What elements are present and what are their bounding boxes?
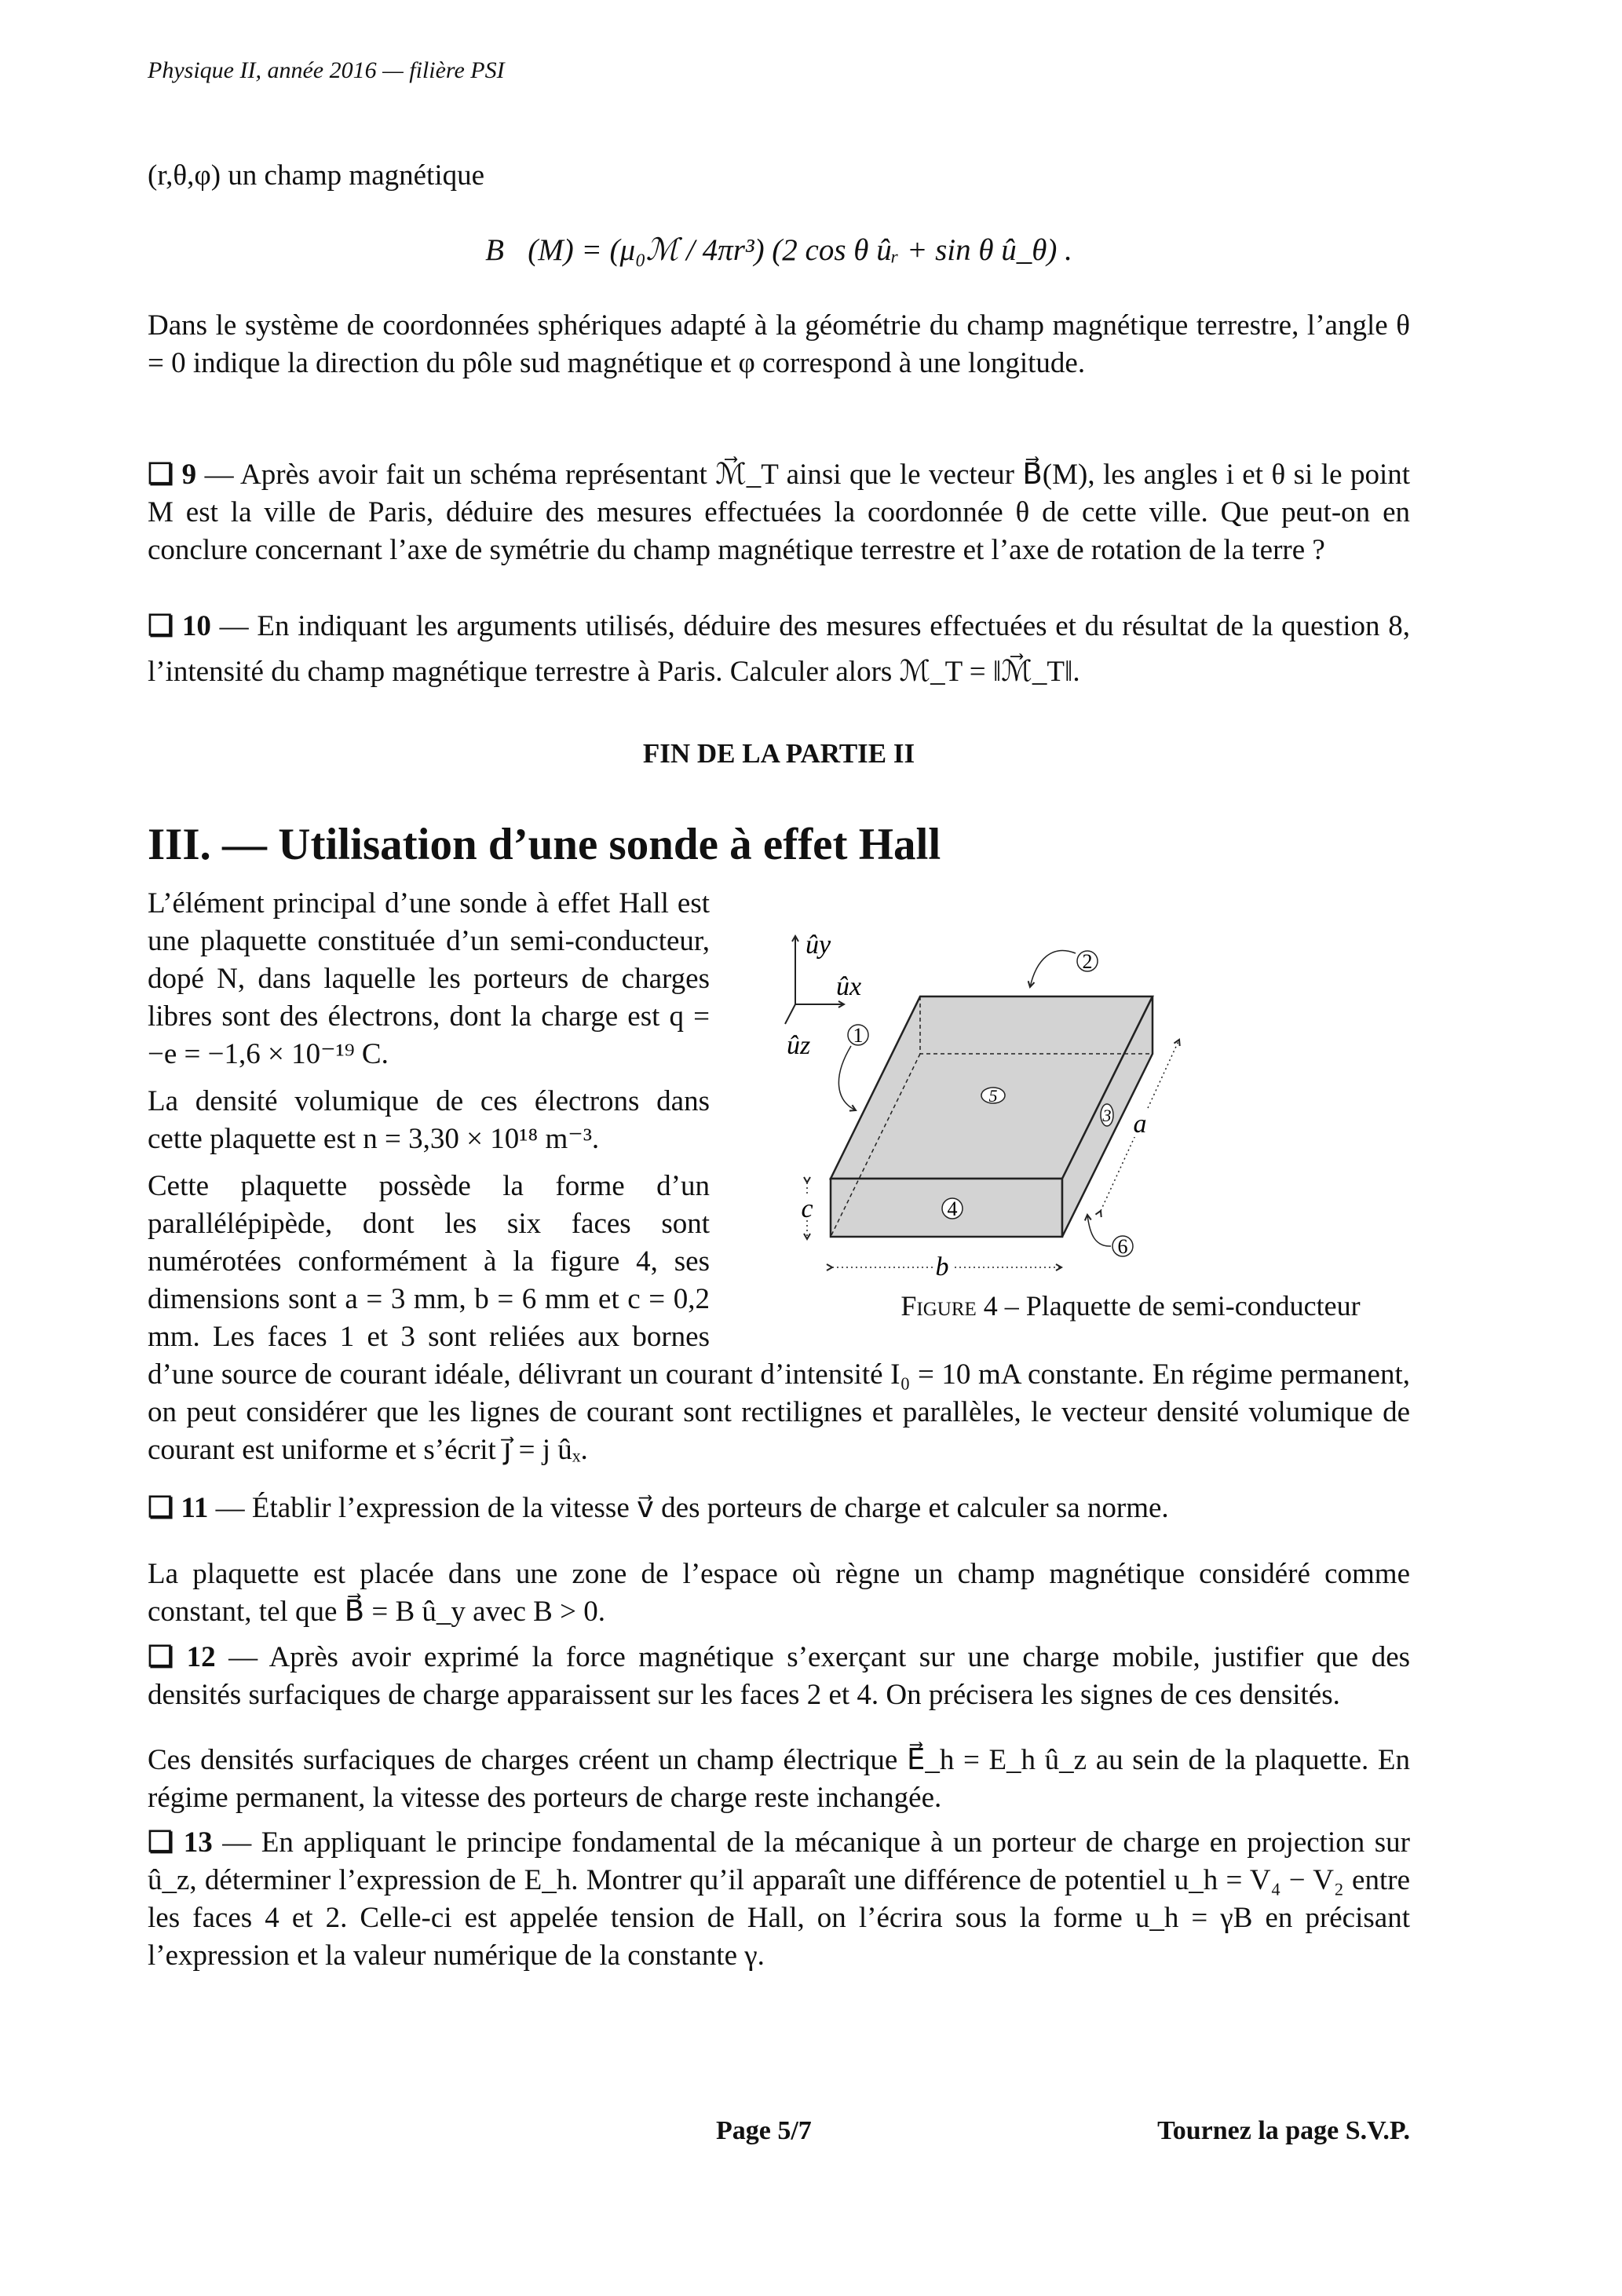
face-label-3 [1101,1104,1113,1126]
figure-caption [785,1287,1476,1325]
question-number: 11 [181,1492,209,1524]
equation-magnetic-field: B⃗(M) = (μ₀ℳ / 4πr³) (2 cos θ ûᵣ + sin θ û_θ) . [485,233,1072,267]
intro-line: (r,θ,φ) un champ magnétique [148,159,485,192]
paragraph-element: L’élément principal d’une sonde à effet Hall est une plaquette constituée d’un semi-conducteur, dopé N, dans laquelle les porteurs de charges libres sont des électrons, dont la charge est q = −e = −1,6 × 10⁻¹⁹ C. [148,887,710,1070]
paragraph-hall-field: Ces densités surfaciques de charges créent un champ électrique E⃗_h = E_h û_z au sein de la plaquette. En régime permanent, la vitesse des porteurs de charge reste inchangée. [148,1744,1410,1814]
question-marker-icon: ❏ [148,1826,174,1859]
face-label-1 [848,1024,868,1047]
question-13 [148,1824,1410,1975]
section-title: III. — Utilisation d’une sonde à effet Hall [148,820,941,869]
page-body [148,157,1410,1975]
page-number: Page 5/7 [716,2116,812,2145]
dimension-a-label: a [1133,1110,1147,1139]
paragraph-current: bornes d’une source de courant idéale, délivrant un courant d’intensité I₀ = 10 mA constante. En régime permanent, on peut considérer que les lignes de courant sont rectilignes et parallèles, le vecteur densité volumique de courant est uniforme et s’écrit j⃗ = j ûₓ. [148,1321,1410,1466]
paragraph-spherical: Dans le système de coordonnées sphériques adapté à la géométrie du champ magnétique terrestre, l’angle θ = 0 indique la direction du pôle sud magnétique et φ correspond à une longitude. [148,309,1410,379]
page-header: Physique II, année 2016 — filière PSI [148,57,505,83]
callout-arrow-2 [1030,951,1076,987]
question-marker-icon: ❏ [148,459,174,491]
face-label-2 [1077,950,1098,973]
question-number: 12 [186,1641,216,1673]
svg-text:5: 5 [988,1086,998,1106]
svg-text:6: 6 [1117,1235,1128,1258]
question-marker-icon: ❏ [148,1641,174,1673]
question-text: — Établir l’expression de la vitesse v⃗ des porteurs de charge et calculer sa norme. [215,1492,1169,1524]
face-label-6 [1112,1235,1133,1258]
question-marker-icon: ❏ [148,1492,174,1524]
figure-caption-label: Figure 4 [901,1290,998,1322]
paragraph-density: La densité volumique de ces électrons dans cette plaquette est n = 3,30 × 10¹⁸ m⁻³. [148,1085,710,1155]
figure-4 [710,885,1410,1356]
ux-label: ûx [836,972,862,1001]
callout-arrow-1 [838,1046,856,1110]
uz-label: ûz [787,1031,811,1060]
question-text: — Après avoir fait un schéma représentant ℳ⃗_T ainsi que le vecteur B⃗(M), les angles i et θ si le point M est la ville de Paris, déduire des mesures effectuées la coordonnée θ de cette ville. Que peut-on en conclure concernant l’axe de symétrie du champ magnétique terrestre et l’axe de rotation de la terre ? [148,459,1411,566]
svg-text:2: 2 [1082,950,1093,973]
end-of-part: FIN DE LA PARTIE II [642,738,915,769]
callout-arrow-6 [1087,1215,1111,1246]
question-11 [148,1490,1410,1527]
dimension-b-label: b [935,1252,949,1281]
svg-text:3: 3 [1102,1106,1112,1125]
question-number: 9 [181,459,197,491]
figure-caption-text: – Plaquette de semi-conducteur [997,1290,1361,1322]
uy-label: ûy [806,930,831,960]
question-number: 13 [183,1826,213,1859]
turn-page-note: Tournez la page S.V.P. [1157,2116,1410,2145]
question-text: — En indiquant les arguments utilisés, déduire des mesures effectuées et du résultat de la question 8, l’intensité du champ magnétique terrestre à Paris. Calculer alors ℳ_T = ‖ℳ⃗_T‖. [148,610,1410,688]
svg-text:4: 4 [947,1197,958,1220]
question-text: — En appliquant le principe fondamental de la mécanique à un porteur de charge en projection sur û_z, déterminer l’expression de E_h. Montrer qu’il apparaît une différence de potentiel u_h = V₄ − V₂ entre les faces 4 et 2. Celle-ci est appelée tension de Hall, on l’écrira sous la forme u_h = γB en précisant l’expression et la valeur numérique de la constante γ. [148,1826,1410,1972]
question-number: 10 [181,610,211,642]
question-12 [148,1639,1410,1714]
paragraph-field: La plaquette est placée dans une zone de l’espace où règne un champ magnétique considéré comme constant, tel que B⃗ = B û_y avec B > 0. [148,1558,1410,1628]
dimension-c-label: c [801,1194,813,1223]
paragraph-shape: Cette plaquette possède la forme d’un parallélépipède, dont les six faces sont numérotées conformément à la figure 4, ses dimensions sont a = 3 mm, b = 6 mm et c = 0,2 mm. Les faces 1 et 3 sont reliées aux [148,1170,710,1353]
svg-text:1: 1 [853,1024,864,1047]
question-marker-icon: ❏ [148,610,174,642]
uz-axis [785,1004,795,1024]
question-text: — Après avoir exprimé la force magnétique s’exerçant sur une charge mobile, justifier que des densités surfaciques de charge apparaissent sur les faces 2 et 4. On précisera les signes de ces densités. [148,1641,1411,1711]
